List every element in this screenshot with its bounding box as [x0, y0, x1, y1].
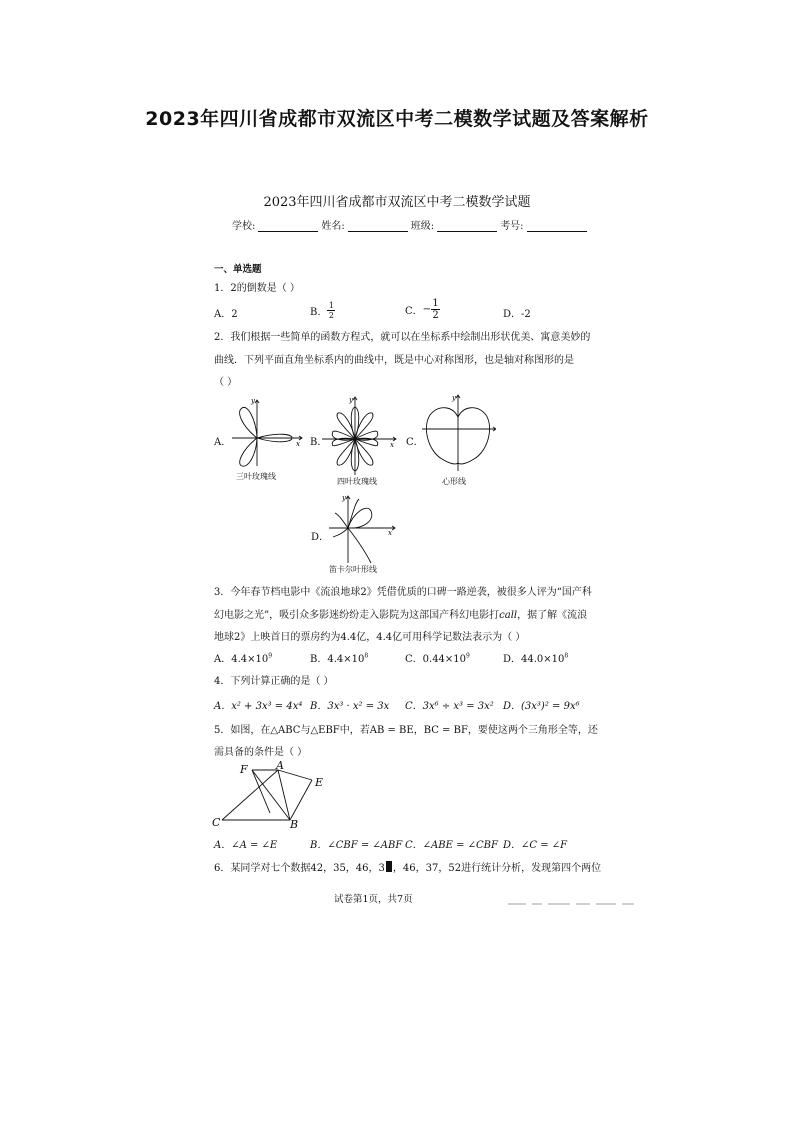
axis-y-label: y	[251, 397, 255, 405]
q3-option-c[interactable]	[405, 650, 470, 665]
point-e-label: E	[315, 776, 324, 789]
section-heading: 一、单选题	[214, 264, 262, 275]
q1-option-a[interactable]: A．2	[214, 309, 238, 320]
triangle-figure	[210, 758, 330, 830]
caption-four-leaf-rose: 四叶玫瑰线	[337, 477, 377, 486]
school-label: 学校:	[232, 221, 256, 232]
q3-line-2	[214, 606, 587, 621]
caption-folium: 笛卡尔叶形线	[329, 565, 377, 574]
q1-option-b-label: B．	[310, 307, 328, 318]
exam-no-field[interactable]	[527, 222, 587, 232]
three-leaf-rose-figure	[228, 396, 304, 468]
q2-option-c[interactable]: C．	[406, 437, 424, 448]
student-info-line	[232, 217, 590, 232]
axis-x-label: x	[388, 529, 392, 537]
q5-option-a[interactable]: A．∠A = ∠E	[214, 840, 278, 851]
q5-option-d[interactable]: D．∠C = ∠F	[503, 840, 568, 851]
minus-sign: −	[422, 304, 432, 315]
name-field[interactable]	[348, 222, 408, 232]
q4-option-b[interactable]: B．3x³ · x² = 3x	[310, 701, 390, 712]
axis-y-label: y	[452, 394, 456, 402]
q2-line-1: 2．我们根据一些简单的函数方程式，就可以在坐标系中绘制出形状优美、寓意美妙的	[214, 332, 591, 343]
q3-call-word: call	[499, 610, 518, 621]
q1-option-c-label: C．	[405, 306, 423, 317]
axis-y-label: y	[342, 494, 346, 502]
q3-line-3: 地球2》上映首日的票房约为4.4亿，4.4亿可用科学记数法表示为（ ）	[214, 632, 526, 643]
q3-d-base: D．44.0×10	[503, 654, 565, 665]
folium-of-descartes-figure	[325, 493, 397, 565]
q2-option-d[interactable]: D．	[311, 532, 330, 543]
q2-line-3: （ ）	[214, 377, 238, 388]
frac-den: 2	[432, 310, 439, 321]
point-c-label: C	[212, 816, 221, 829]
q3-option-a[interactable]	[214, 650, 272, 665]
frac-num: 1	[432, 298, 439, 309]
point-f-label: F	[240, 763, 248, 776]
four-leaf-rose-figure	[320, 395, 398, 475]
axis-y-label: y	[349, 396, 353, 404]
q3-option-d[interactable]	[503, 650, 568, 665]
q4-option-c[interactable]: C．3x⁶ ÷ x³ = 3x²	[405, 701, 494, 712]
q2-option-b[interactable]: B．	[310, 437, 328, 448]
frac-num: 1	[328, 301, 334, 310]
name-label: 姓名:	[321, 221, 345, 232]
q5-line-2: 需具备的条件是（ ）	[214, 747, 308, 758]
q3-c-exp: 9	[466, 652, 470, 660]
q5-option-b[interactable]: B．∠CBF = ∠ABF	[310, 840, 403, 851]
q3-a-base: A．4.4×10	[214, 654, 269, 665]
caption-three-leaf-rose: 三叶玫瑰线	[236, 472, 276, 481]
q4-stem: 4．下列计算正确的是（ ）	[214, 676, 334, 687]
fraction-neg-half	[431, 298, 440, 321]
heart-curve-figure	[420, 393, 496, 473]
axis-x-label: x	[296, 440, 300, 448]
q6-line-1	[214, 859, 601, 874]
exam-no-label: 考号:	[500, 221, 524, 232]
q4-option-d[interactable]: D．(3x³)² = 9x⁶	[503, 701, 580, 712]
q3-option-b[interactable]	[310, 650, 368, 665]
q3-b-exp: 8	[364, 652, 369, 660]
frac-den: 2	[328, 311, 334, 320]
fraction-one-half	[327, 301, 335, 320]
caption-heart-curve: 心形线	[442, 477, 466, 486]
q3-line-2a: 幻电影之光”，吸引众多影迷纷纷走入影院为这部国产科幻电影打	[214, 610, 500, 621]
q1-option-c[interactable]	[405, 298, 440, 321]
q4-option-a[interactable]: A．x² + 3x³ = 4x⁴	[214, 701, 303, 712]
axis-x-label: x	[390, 441, 394, 449]
q3-line-1: 3．今年春节档电影中《流浪地球2》凭借优质的口碑一路逆袭，被很多人评为“国产科	[214, 587, 592, 598]
school-field[interactable]	[258, 222, 318, 232]
q3-d-exp: 8	[564, 652, 569, 660]
q5-option-c[interactable]: C．∠ABE = ∠CBF	[405, 840, 498, 851]
q3-b-base: B．4.4×10	[310, 654, 365, 665]
q6-line-1b: ，46，37，52进行统计分析，发现第四个两位	[392, 863, 602, 874]
q5-line-1: 5．如图，在△ABC与△EBF中，若AB = BE，BC = BF，要使这两个三角形全等，还	[214, 725, 598, 736]
redaction-block	[386, 861, 392, 872]
document-main-title: 2023年四川省成都市双流区中考二模数学试题及答案解析	[145, 108, 649, 130]
q2-option-a[interactable]: A．	[214, 437, 232, 448]
q6-line-1a: 6．某同学对七个数据42，35，46，3	[214, 863, 385, 874]
class-label: 班级:	[410, 221, 435, 232]
q1-stem: 1．2的倒数是（ ）	[214, 283, 300, 294]
exam-title: 2023年四川省成都市双流区中考二模数学试题	[263, 195, 531, 210]
q3-c-base: C．0.44×10	[405, 654, 467, 665]
q2-line-2: 曲线．下列平面直角坐标系内的曲线中，既是中心对称图形，也是轴对称图形的是	[214, 355, 574, 366]
footer-faded-text	[508, 893, 658, 901]
q1-option-d[interactable]: D．-2	[503, 309, 531, 320]
q3-line-2b: ，据了解《流浪	[517, 610, 588, 621]
q3-a-exp: 9	[268, 652, 273, 660]
point-a-label: A	[276, 759, 284, 772]
point-b-label: B	[290, 818, 299, 830]
class-field[interactable]	[437, 222, 497, 232]
q1-option-b[interactable]	[310, 301, 335, 320]
page-footer: 试卷第1页，共7页	[334, 894, 413, 905]
